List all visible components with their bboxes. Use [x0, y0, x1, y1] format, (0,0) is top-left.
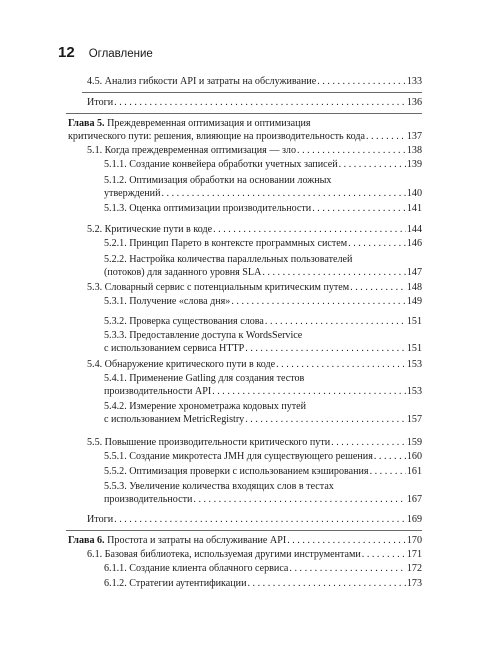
toc-entry-title: 5.3.3. Предоставление доступа к WordsService	[104, 330, 303, 341]
toc-entry-title: 5.3.1. Получение «слова дня»	[104, 296, 231, 307]
toc-entry-title: с использованием MetricRegistry	[104, 413, 245, 425]
dot-leader	[297, 145, 406, 158]
page-number: 12	[58, 44, 75, 61]
dot-leader	[213, 224, 406, 237]
toc-entry-title: 5.1. Когда преждевременная оптимизация — зло	[87, 145, 297, 156]
toc-entry-title: с использованием сервиса HTTP	[104, 342, 245, 354]
toc-entry	[87, 549, 422, 562]
toc-entry	[87, 282, 422, 295]
toc-entry-title: 6.1.1. Создание клиента облачного сервиса	[104, 563, 289, 574]
toc-entry-title: 5.2. Критические пути в коде	[87, 224, 213, 235]
dot-leader	[317, 76, 406, 89]
toc-page-number: 153	[406, 385, 422, 397]
toc-entry	[104, 466, 422, 479]
toc-entry-title: 5.2.2. Настройка количества параллельных пользователей	[104, 254, 353, 265]
toc-entry-title: 6.1. Базовая библиотека, используемая другими инструментами	[87, 549, 361, 560]
toc-entry-title: 5.5. Повышение производительности критического пути	[87, 437, 331, 448]
dot-leader	[289, 563, 405, 576]
toc-page-number: 140	[406, 187, 422, 199]
toc-entry	[87, 514, 422, 527]
toc-page-number: 147	[406, 266, 422, 278]
toc-entry	[104, 159, 422, 172]
toc-page-number: 167	[406, 493, 422, 505]
toc-entry	[104, 451, 422, 464]
dot-leader	[312, 203, 406, 216]
toc-entry	[104, 481, 422, 506]
dot-leader	[262, 267, 405, 280]
toc-entry-title: 5.4. Обнаружение критического пути в коде	[87, 359, 276, 370]
toc-entry-title: производительности	[104, 493, 193, 505]
dot-leader	[265, 316, 406, 329]
toc-page-number: 137	[406, 130, 422, 142]
toc-page-number: 138	[406, 145, 422, 156]
toc-page-number: 149	[406, 296, 422, 307]
dot-leader	[231, 296, 406, 309]
toc-entry	[87, 145, 422, 158]
toc-page-number: 170	[406, 535, 422, 546]
toc-entry	[104, 203, 422, 216]
dot-leader	[193, 494, 405, 507]
toc-entry	[87, 359, 422, 372]
toc-entry-title: 5.4.2. Измерение хронометража кодовых путей	[104, 401, 307, 412]
toc-entry	[87, 76, 422, 89]
toc-entry-title: 5.5.3. Увеличение количества входящих слов в тестах	[104, 481, 334, 492]
chapter-number: Глава 5.	[68, 118, 105, 129]
toc-page-number: 161	[406, 466, 422, 477]
toc-entry	[104, 296, 422, 309]
dot-leader	[248, 578, 406, 591]
running-title: Оглавление	[88, 48, 153, 60]
toc-page-number: 146	[406, 238, 422, 249]
dot-leader	[287, 535, 406, 548]
toc-page-number: 151	[406, 316, 422, 327]
toc-page-number: 159	[406, 437, 422, 448]
dot-leader	[366, 131, 406, 144]
dot-leader	[339, 159, 406, 172]
dot-leader	[374, 451, 406, 464]
toc-entry	[104, 316, 422, 329]
toc-page-number: 151	[406, 342, 422, 354]
dot-leader	[245, 414, 406, 427]
toc-entry-title: 4.5. Анализ гибкости API и затраты на обслуживание	[87, 76, 317, 87]
toc-page-number: 160	[406, 451, 422, 462]
toc-entry-title: Итоги	[87, 97, 114, 108]
toc-page-number: 136	[406, 97, 422, 108]
dot-leader	[362, 549, 406, 562]
toc-entry-title: 5.1.1. Создание конвейера обработки учетных записей	[104, 159, 338, 170]
toc-entry	[104, 578, 422, 591]
toc-page-number: 172	[406, 563, 422, 574]
toc-entry	[68, 118, 422, 143]
toc-entry-title: 5.3.2. Проверка существования слова	[104, 316, 264, 327]
toc-entry	[87, 437, 422, 450]
dot-leader	[114, 97, 406, 110]
dot-leader	[114, 514, 406, 527]
toc-entry-title: 5.2.1. Принцип Парето в контексте программных систем	[104, 238, 348, 249]
toc-entry-title: 5.5.1. Создание микротеста JMH для существующего решения	[104, 451, 373, 462]
toc-page-number: 153	[406, 359, 422, 370]
dot-leader	[245, 343, 406, 356]
dot-leader	[331, 437, 406, 450]
toc-entry-title: 5.1.2. Оптимизация обработки на основании ложных	[104, 175, 332, 186]
toc-page-number: 171	[406, 549, 422, 560]
toc-entry-title: (потоков) для заданного уровня SLA	[104, 266, 262, 278]
toc-page-number: 148	[406, 282, 422, 293]
toc-entry-title: 6.1.2. Стратегии аутентификации	[104, 578, 247, 589]
toc-entry	[104, 401, 422, 426]
toc-entry-title: 5.4.1. Применение Gatling для создания тестов	[104, 373, 305, 384]
section-divider	[66, 530, 422, 531]
toc-entry-title: 5.5.2. Оптимизация проверки с использованием кэширования	[104, 466, 369, 477]
toc-entry	[87, 224, 422, 237]
toc-entry-title: Преждевременная оптимизация и оптимизация	[107, 118, 311, 129]
toc-entry-title: утверждений	[104, 187, 161, 199]
toc-entry-title: Простота и затраты на обслуживание API	[107, 535, 287, 546]
dot-leader	[276, 359, 406, 372]
toc-entry	[87, 97, 422, 110]
toc-page-number: 157	[406, 413, 422, 425]
toc-entry	[104, 330, 422, 355]
toc-entry	[104, 563, 422, 576]
toc-page-number: 141	[406, 203, 422, 214]
toc-page-number: 169	[406, 514, 422, 525]
toc-entry-title: критического пути: решения, влияющие на производительность кода	[68, 130, 365, 142]
toc-page-number: 144	[406, 224, 422, 235]
toc-entry	[104, 373, 422, 398]
dot-leader	[350, 282, 406, 295]
toc-entry	[104, 238, 422, 251]
toc-page-number: 139	[406, 159, 422, 170]
dot-leader	[370, 466, 406, 479]
toc-page-number: 173	[406, 578, 422, 589]
toc-entry-title: 5.3. Словарный сервис с потенциальным критическим путем	[87, 282, 350, 293]
toc-entry	[68, 535, 422, 548]
dot-leader	[212, 386, 406, 399]
toc-page-number: 133	[406, 76, 422, 87]
toc-entry	[104, 175, 422, 200]
toc-entry-title: 5.1.3. Оценка оптимизации производительности	[104, 203, 312, 214]
running-header	[58, 44, 153, 64]
dot-leader	[348, 238, 406, 251]
toc-entry-title: производительности API	[104, 385, 212, 397]
dot-leader	[162, 188, 406, 201]
section-divider	[82, 92, 422, 93]
section-divider	[66, 113, 422, 114]
toc-entry	[104, 254, 422, 279]
chapter-number: Глава 6.	[68, 535, 105, 546]
toc-entry-title: Итоги	[87, 514, 114, 525]
